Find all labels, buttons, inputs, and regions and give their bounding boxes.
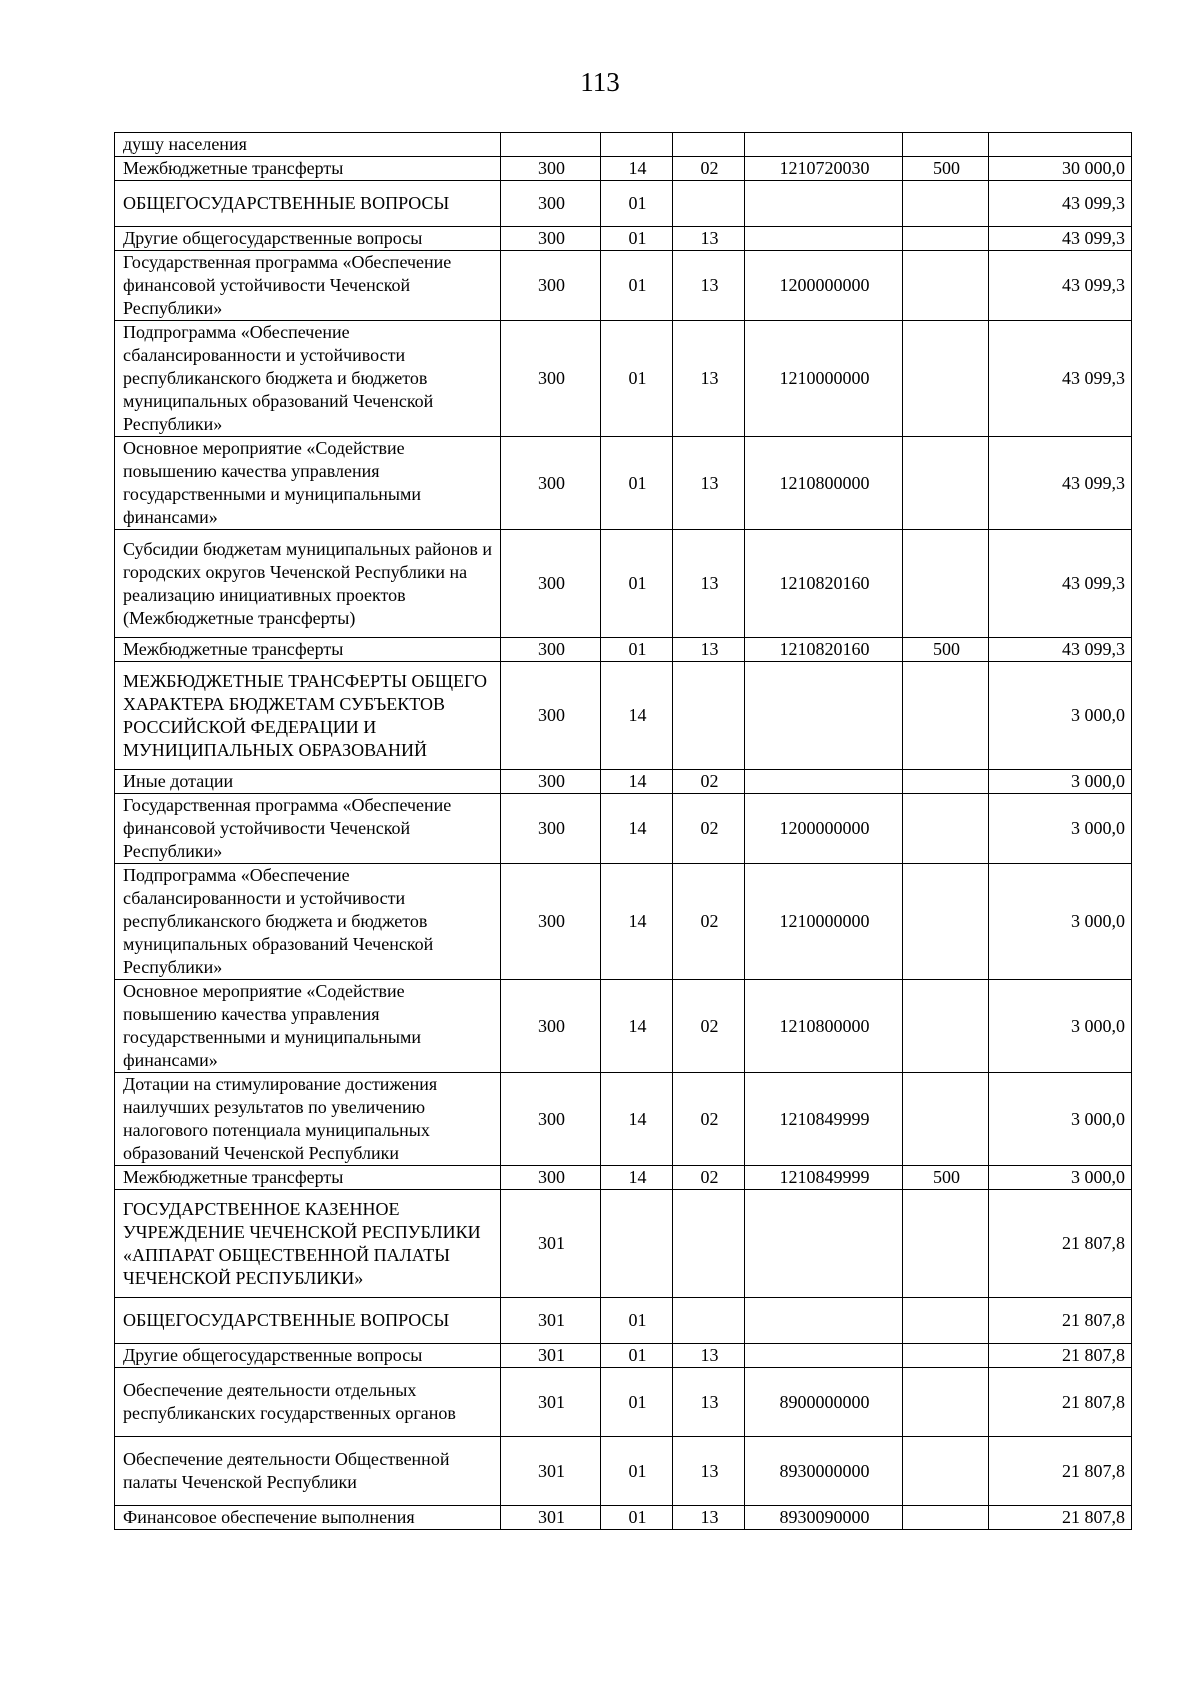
cell-ministry-code: 300	[501, 638, 601, 662]
table-row	[115, 1437, 1132, 1506]
cell-target-article	[745, 770, 903, 794]
cell-subsection-code: 13	[673, 530, 745, 638]
cell-amount: 3 000,0	[989, 794, 1132, 864]
cell-subsection-code: 13	[673, 437, 745, 530]
cell-name: ОБЩЕГОСУДАРСТВЕННЫЕ ВОПРОСЫ	[115, 1298, 501, 1344]
cell-ministry-code: 300	[501, 157, 601, 181]
cell-target-article: 8900000000	[745, 1368, 903, 1437]
cell-section-code: 14	[601, 1166, 673, 1190]
cell-amount: 21 807,8	[989, 1368, 1132, 1437]
cell-amount: 21 807,8	[989, 1190, 1132, 1298]
cell-ministry-code: 300	[501, 794, 601, 864]
table-row	[115, 1166, 1132, 1190]
cell-amount: 3 000,0	[989, 1166, 1132, 1190]
cell-ministry-code: 301	[501, 1344, 601, 1368]
cell-expense-type	[903, 1368, 989, 1437]
cell-section-code: 14	[601, 794, 673, 864]
cell-target-article: 1210849999	[745, 1073, 903, 1166]
cell-amount: 43 099,3	[989, 321, 1132, 437]
cell-subsection-code: 13	[673, 638, 745, 662]
cell-target-article: 8930000000	[745, 1437, 903, 1506]
cell-ministry-code	[501, 133, 601, 157]
cell-name: ОБЩЕГОСУДАРСТВЕННЫЕ ВОПРОСЫ	[115, 181, 501, 227]
cell-expense-type	[903, 251, 989, 321]
cell-amount: 3 000,0	[989, 1073, 1132, 1166]
table-row	[115, 133, 1132, 157]
budget-table	[114, 132, 1132, 1530]
cell-target-article: 1210800000	[745, 437, 903, 530]
cell-section-code: 01	[601, 1298, 673, 1344]
cell-expense-type	[903, 133, 989, 157]
cell-name: Субсидии бюджетам муниципальных районов и городских округов Чеченской Республики на реализацию инициативных проектов (Межбюджетные трансферты)	[115, 530, 501, 638]
cell-target-article: 1210000000	[745, 864, 903, 980]
cell-section-code: 01	[601, 1368, 673, 1437]
cell-name: Обеспечение деятельности Общественной палаты Чеченской Республики	[115, 1437, 501, 1506]
table-row	[115, 1344, 1132, 1368]
cell-ministry-code: 300	[501, 864, 601, 980]
cell-amount: 3 000,0	[989, 980, 1132, 1073]
cell-subsection-code: 13	[673, 1344, 745, 1368]
cell-amount: 43 099,3	[989, 530, 1132, 638]
cell-section-code: 01	[601, 437, 673, 530]
cell-ministry-code: 300	[501, 321, 601, 437]
cell-ministry-code: 300	[501, 980, 601, 1073]
cell-ministry-code: 300	[501, 530, 601, 638]
cell-name: Государственная программа «Обеспечение финансовой устойчивости Чеченской Республики»	[115, 251, 501, 321]
cell-name: Финансовое обеспечение выполнения	[115, 1506, 501, 1530]
table-row	[115, 638, 1132, 662]
table-row	[115, 770, 1132, 794]
cell-name: душу населения	[115, 133, 501, 157]
cell-expense-type	[903, 181, 989, 227]
cell-target-article: 1210849999	[745, 1166, 903, 1190]
cell-expense-type	[903, 770, 989, 794]
cell-target-article: 1200000000	[745, 794, 903, 864]
cell-expense-type	[903, 227, 989, 251]
table-row	[115, 1190, 1132, 1298]
table-row	[115, 1298, 1132, 1344]
cell-name: МЕЖБЮДЖЕТНЫЕ ТРАНСФЕРТЫ ОБЩЕГО ХАРАКТЕРА БЮДЖЕТАМ СУБЪЕКТОВ РОССИЙСКОЙ ФЕДЕРАЦИИ И МУНИЦИПАЛЬНЫХ ОБРАЗОВАНИЙ	[115, 662, 501, 770]
cell-subsection-code: 13	[673, 321, 745, 437]
cell-expense-type	[903, 864, 989, 980]
cell-ministry-code: 301	[501, 1368, 601, 1437]
cell-ministry-code: 300	[501, 1073, 601, 1166]
cell-amount: 3 000,0	[989, 770, 1132, 794]
cell-expense-type	[903, 794, 989, 864]
cell-amount: 21 807,8	[989, 1344, 1132, 1368]
cell-amount: 21 807,8	[989, 1506, 1132, 1530]
cell-amount	[989, 133, 1132, 157]
cell-name: Подпрограмма «Обеспечение сбалансированности и устойчивости республиканского бюджета и бюджетов муниципальных образований Чеченской Республики»	[115, 864, 501, 980]
cell-expense-type: 500	[903, 157, 989, 181]
cell-subsection-code: 02	[673, 157, 745, 181]
cell-section-code: 01	[601, 1437, 673, 1506]
table-row	[115, 794, 1132, 864]
cell-section-code: 14	[601, 864, 673, 980]
table-row	[115, 437, 1132, 530]
cell-name: Межбюджетные трансферты	[115, 157, 501, 181]
cell-target-article: 1210720030	[745, 157, 903, 181]
cell-section-code	[601, 1190, 673, 1298]
cell-amount: 43 099,3	[989, 181, 1132, 227]
cell-expense-type	[903, 1298, 989, 1344]
cell-subsection-code	[673, 1298, 745, 1344]
cell-name: Дотации на стимулирование достижения наилучших результатов по увеличению налогового потенциала муниципальных образований Чеченской Республики	[115, 1073, 501, 1166]
cell-target-article	[745, 1190, 903, 1298]
cell-section-code: 14	[601, 662, 673, 770]
cell-ministry-code: 301	[501, 1190, 601, 1298]
cell-target-article	[745, 181, 903, 227]
cell-name: Подпрограмма «Обеспечение сбалансированности и устойчивости республиканского бюджета и бюджетов муниципальных образований Чеченской Республики»	[115, 321, 501, 437]
cell-name: Государственная программа «Обеспечение финансовой устойчивости Чеченской Республики»	[115, 794, 501, 864]
cell-section-code: 14	[601, 157, 673, 181]
cell-amount: 30 000,0	[989, 157, 1132, 181]
cell-ministry-code: 300	[501, 1166, 601, 1190]
table-row	[115, 662, 1132, 770]
cell-amount: 3 000,0	[989, 662, 1132, 770]
table-row	[115, 181, 1132, 227]
cell-amount: 43 099,3	[989, 437, 1132, 530]
cell-name: ГОСУДАРСТВЕННОЕ КАЗЕННОЕ УЧРЕЖДЕНИЕ ЧЕЧЕНСКОЙ РЕСПУБЛИКИ «АППАРАТ ОБЩЕСТВЕННОЙ ПАЛАТЫ ЧЕЧЕНСКОЙ РЕСПУБЛИКИ»	[115, 1190, 501, 1298]
cell-amount: 43 099,3	[989, 638, 1132, 662]
cell-subsection-code: 13	[673, 1437, 745, 1506]
cell-target-article: 1210820160	[745, 530, 903, 638]
cell-section-code: 01	[601, 321, 673, 437]
cell-amount: 43 099,3	[989, 251, 1132, 321]
cell-expense-type	[903, 662, 989, 770]
cell-section-code: 01	[601, 251, 673, 321]
cell-target-article	[745, 662, 903, 770]
cell-name: Основное мероприятие «Содействие повышению качества управления государственными и муниципальными финансами»	[115, 437, 501, 530]
cell-ministry-code: 300	[501, 181, 601, 227]
cell-target-article	[745, 1298, 903, 1344]
cell-name: Другие общегосударственные вопросы	[115, 1344, 501, 1368]
table-row	[115, 530, 1132, 638]
cell-section-code: 01	[601, 1344, 673, 1368]
cell-ministry-code: 300	[501, 227, 601, 251]
cell-target-article: 1210800000	[745, 980, 903, 1073]
cell-name: Межбюджетные трансферты	[115, 638, 501, 662]
table-body	[115, 133, 1132, 1530]
cell-target-article	[745, 1344, 903, 1368]
cell-amount: 21 807,8	[989, 1437, 1132, 1506]
cell-ministry-code: 300	[501, 437, 601, 530]
cell-name: Обеспечение деятельности отдельных республиканских государственных органов	[115, 1368, 501, 1437]
cell-section-code: 01	[601, 181, 673, 227]
table-row	[115, 251, 1132, 321]
cell-target-article: 1210820160	[745, 638, 903, 662]
cell-section-code	[601, 133, 673, 157]
cell-section-code: 14	[601, 770, 673, 794]
table-row	[115, 321, 1132, 437]
cell-subsection-code	[673, 181, 745, 227]
cell-section-code: 01	[601, 227, 673, 251]
cell-name: Межбюджетные трансферты	[115, 1166, 501, 1190]
cell-subsection-code: 13	[673, 1506, 745, 1530]
cell-subsection-code: 02	[673, 770, 745, 794]
cell-ministry-code: 301	[501, 1506, 601, 1530]
cell-subsection-code: 02	[673, 864, 745, 980]
cell-subsection-code	[673, 133, 745, 157]
cell-expense-type	[903, 1506, 989, 1530]
cell-amount: 3 000,0	[989, 864, 1132, 980]
cell-section-code: 01	[601, 638, 673, 662]
cell-subsection-code: 02	[673, 980, 745, 1073]
cell-subsection-code: 13	[673, 251, 745, 321]
cell-expense-type	[903, 980, 989, 1073]
cell-amount: 43 099,3	[989, 227, 1132, 251]
table-row	[115, 1368, 1132, 1437]
table-row	[115, 864, 1132, 980]
cell-ministry-code: 301	[501, 1437, 601, 1506]
cell-target-article	[745, 227, 903, 251]
table-row	[115, 1506, 1132, 1530]
cell-expense-type	[903, 1073, 989, 1166]
cell-section-code: 01	[601, 530, 673, 638]
cell-name: Другие общегосударственные вопросы	[115, 227, 501, 251]
cell-expense-type	[903, 1344, 989, 1368]
cell-target-article: 8930090000	[745, 1506, 903, 1530]
cell-ministry-code: 300	[501, 251, 601, 321]
cell-target-article	[745, 133, 903, 157]
cell-target-article: 1210000000	[745, 321, 903, 437]
table-row	[115, 980, 1132, 1073]
cell-subsection-code: 13	[673, 227, 745, 251]
table-row	[115, 1073, 1132, 1166]
cell-section-code: 01	[601, 1506, 673, 1530]
table-row	[115, 157, 1132, 181]
cell-amount: 21 807,8	[989, 1298, 1132, 1344]
cell-expense-type	[903, 437, 989, 530]
cell-expense-type: 500	[903, 1166, 989, 1190]
cell-subsection-code: 02	[673, 1166, 745, 1190]
table-row	[115, 227, 1132, 251]
page-number: 113	[580, 67, 620, 97]
cell-name: Иные дотации	[115, 770, 501, 794]
cell-target-article: 1200000000	[745, 251, 903, 321]
cell-section-code: 14	[601, 1073, 673, 1166]
cell-ministry-code: 300	[501, 770, 601, 794]
cell-ministry-code: 300	[501, 662, 601, 770]
cell-name: Основное мероприятие «Содействие повышению качества управления государственными и муниципальными финансами»	[115, 980, 501, 1073]
cell-subsection-code: 02	[673, 794, 745, 864]
cell-expense-type	[903, 1437, 989, 1506]
cell-section-code: 14	[601, 980, 673, 1073]
cell-subsection-code: 13	[673, 1368, 745, 1437]
cell-subsection-code	[673, 662, 745, 770]
cell-subsection-code: 02	[673, 1073, 745, 1166]
cell-expense-type	[903, 1190, 989, 1298]
cell-expense-type	[903, 321, 989, 437]
cell-subsection-code	[673, 1190, 745, 1298]
cell-expense-type: 500	[903, 638, 989, 662]
cell-ministry-code: 301	[501, 1298, 601, 1344]
cell-expense-type	[903, 530, 989, 638]
